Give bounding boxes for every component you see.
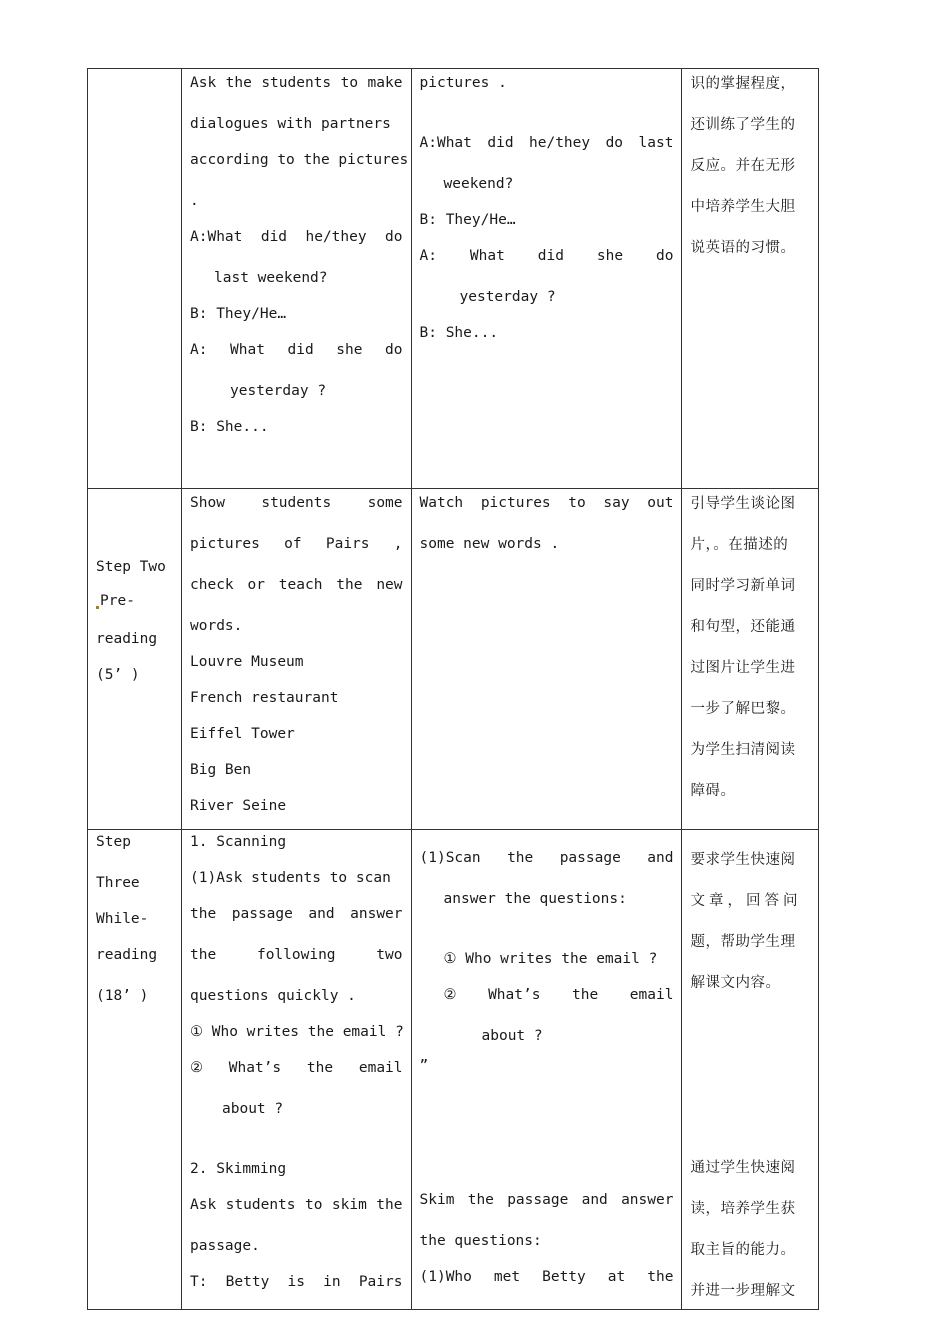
word: check [190,577,234,593]
word: A:What [419,135,472,151]
word: What’s [488,987,541,1003]
step-cell [88,830,182,1310]
purpose-cell [682,489,819,830]
word: What [230,342,265,358]
purpose-line: 一步了解巴黎。 [690,701,796,717]
student-line [420,850,674,891]
vocab-word: Eiffel Tower [190,726,295,742]
word: the [225,75,252,91]
purpose-line: 同时学习新单词 [690,578,796,594]
word: in [323,1274,341,1290]
bullet-marker-icon [96,606,99,609]
question-item: about ? [222,1101,284,1117]
student-activity-cell [411,69,682,489]
dialogue-line [190,342,403,383]
teacher-line [190,947,403,988]
word: Ask [190,75,217,91]
purpose-cell [682,69,819,489]
word: met [493,1269,521,1285]
purpose-line: 读，培养学生获 [690,1201,796,1217]
question-item [190,1060,403,1101]
word: she [596,248,624,264]
word: do [385,342,403,358]
purpose-line: 文章，回答问 [690,893,802,909]
word: he/they [305,229,367,245]
student-activity-cell [411,489,682,830]
purpose-line: 中培养学生大胆 [690,199,796,215]
word: she [336,342,363,358]
teacher-line [190,495,403,536]
word: email [629,987,674,1003]
vocab-word: Big Ben [190,762,252,778]
word: did [537,248,564,264]
purpose-line: 说英语的习惯。 [690,240,796,256]
word: did [487,135,514,151]
dialogue-line: yesterday ? [230,383,327,399]
word: and [647,850,674,866]
word: passage [559,850,621,866]
teacher-line [190,1274,403,1304]
word: Pairs [358,1274,403,1290]
step-line: reading [96,947,158,963]
purpose-line: 题，帮助学生理 [690,934,796,950]
word: (1)Who [419,1269,472,1285]
word: last [638,135,674,151]
step-line: While- [96,911,149,927]
word: following [256,947,336,963]
teacher-line: according to the pictures [190,152,409,168]
student-line [420,248,674,289]
purpose-line: 反应。并在无形 [690,158,796,174]
word: answer [621,1192,674,1208]
student-line: weekend? [443,176,514,192]
student-line: yesterday ? [459,289,556,305]
word: pictures [190,536,260,552]
word: the [572,987,599,1003]
purpose-line: 识的掌握程度， [690,76,796,92]
word: or [247,577,265,593]
teacher-line [190,75,403,116]
student-line: the questions: [419,1233,542,1249]
word: the [190,947,217,963]
step-line: Step [96,834,131,850]
teacher-activity-cell [182,830,412,1310]
word: some [367,495,403,511]
student-line: B: She... [419,325,499,341]
student-line [420,1269,674,1299]
purpose-line: 并进一步理解文 [690,1283,796,1299]
word: the [336,577,363,593]
student-line: some new words . [419,536,560,552]
word: (1)Scan [419,850,481,866]
question-item [420,987,674,1028]
purpose-line: 为学生扫清阅读 [690,742,796,758]
word: teach [278,577,323,593]
lesson-plan-page [87,68,819,1310]
word: passage [507,1192,569,1208]
word: new [376,577,403,593]
student-line: pictures . [419,75,507,91]
teacher-line [190,1197,403,1238]
vocab-word: River Seine [190,798,287,814]
purpose-line: 要求学生快速阅 [690,852,796,868]
purpose-line: 通过学生快速阅 [690,1160,796,1176]
word: he/they [529,135,591,151]
step-line: Three [96,875,140,891]
purpose-line: 障碍。 [690,783,736,799]
dialogue-line [190,229,403,270]
word: make [367,75,403,91]
word: two [376,947,403,963]
word: do [605,135,624,151]
scanning-title: 1. Scanning [190,834,287,850]
word: students [261,75,332,91]
teacher-line: . [190,193,199,209]
word: passage [231,906,293,922]
word: and [581,1192,608,1208]
step-line: Step Two [96,559,166,575]
purpose-line: 解课文内容。 [690,975,781,991]
word: do [656,248,674,264]
word: ② [190,1060,204,1076]
word: , [393,536,403,552]
step-cell [88,69,182,489]
step-line: reading [96,631,158,647]
word: students [261,495,332,511]
table-row [88,489,819,830]
word: students [225,1197,296,1213]
teacher-activity-cell [182,489,412,830]
teacher-line: (1)Ask students to scan [190,870,391,886]
word: A:What [190,229,243,245]
dialogue-line: B: She... [190,419,269,435]
word: out [647,495,674,511]
word: Skim [419,1192,455,1208]
word: skim [331,1197,367,1213]
purpose-line: 过图片让学生进 [690,660,796,676]
question-item: ① Who writes the email ? [190,1024,404,1040]
word: Watch [419,495,464,511]
word: Pairs [325,536,370,552]
word: the [190,906,217,922]
teacher-activity-cell [182,69,412,489]
word: answer [350,906,403,922]
step-line: (18’ ) [96,988,149,1004]
vocab-word: Louvre Museum [190,654,304,670]
word: T: [190,1274,208,1290]
word: What [469,248,505,264]
purpose-line: 取主旨的能力。 [690,1242,796,1258]
word: the [376,1197,403,1213]
word: to [340,75,359,91]
word: the [467,1192,494,1208]
table-row [88,69,819,489]
step-line: Pre- [96,593,173,631]
student-line [420,1192,674,1233]
teacher-line: dialogues with partners [190,116,391,132]
purpose-line: 引导学生谈论图 [690,496,796,512]
step-cell [88,489,182,830]
stray-mark: ” [419,1058,429,1074]
word: to [304,1197,323,1213]
word: Betty [542,1269,586,1285]
word: say [603,495,630,511]
student-line: answer the questions: [443,891,627,907]
word: at [607,1269,626,1285]
table-row [88,830,819,1310]
word: the [306,1060,334,1076]
student-line [420,135,674,176]
student-line [420,495,674,536]
word: ② [443,987,457,1003]
skimming-title: 2. Skimming [190,1161,287,1177]
word: Show [190,495,225,511]
word: Betty [225,1274,270,1290]
word: is [287,1274,305,1290]
dialogue-line: last weekend? [214,270,328,286]
word: A: [190,342,208,358]
word: and [308,906,335,922]
student-line: B: They/He… [419,212,516,228]
word: to [568,495,586,511]
lesson-plan-table [87,68,819,1310]
question-item: ① Who writes the email ? [443,951,658,967]
word: email [358,1060,403,1076]
word: the [647,1269,674,1285]
vocab-word: French restaurant [190,690,339,706]
word: Ask [190,1197,217,1213]
purpose-line: 片，。在描述的 [690,537,789,553]
purpose-line: 还训练了学生的 [690,117,796,133]
teacher-line [190,906,403,947]
word: A: [419,248,437,264]
teacher-line [190,577,403,618]
teacher-line [190,536,403,577]
word: the [507,850,534,866]
word: do [385,229,403,245]
teacher-line: passage. [190,1238,260,1254]
word: did [287,342,314,358]
teacher-line: questions quickly . [190,988,356,1004]
word: pictures [480,495,551,511]
word: of [284,536,302,552]
teacher-line: words. [190,618,243,634]
word: did [260,229,288,245]
purpose-line: 和句型，还能通 [690,619,796,635]
question-item: about ? [481,1028,543,1044]
word: What’s [228,1060,282,1076]
student-activity-cell [411,830,682,1310]
step-line: (5’ ) [96,667,140,683]
purpose-cell [682,830,819,1310]
dialogue-line: B: They/He… [190,306,287,322]
